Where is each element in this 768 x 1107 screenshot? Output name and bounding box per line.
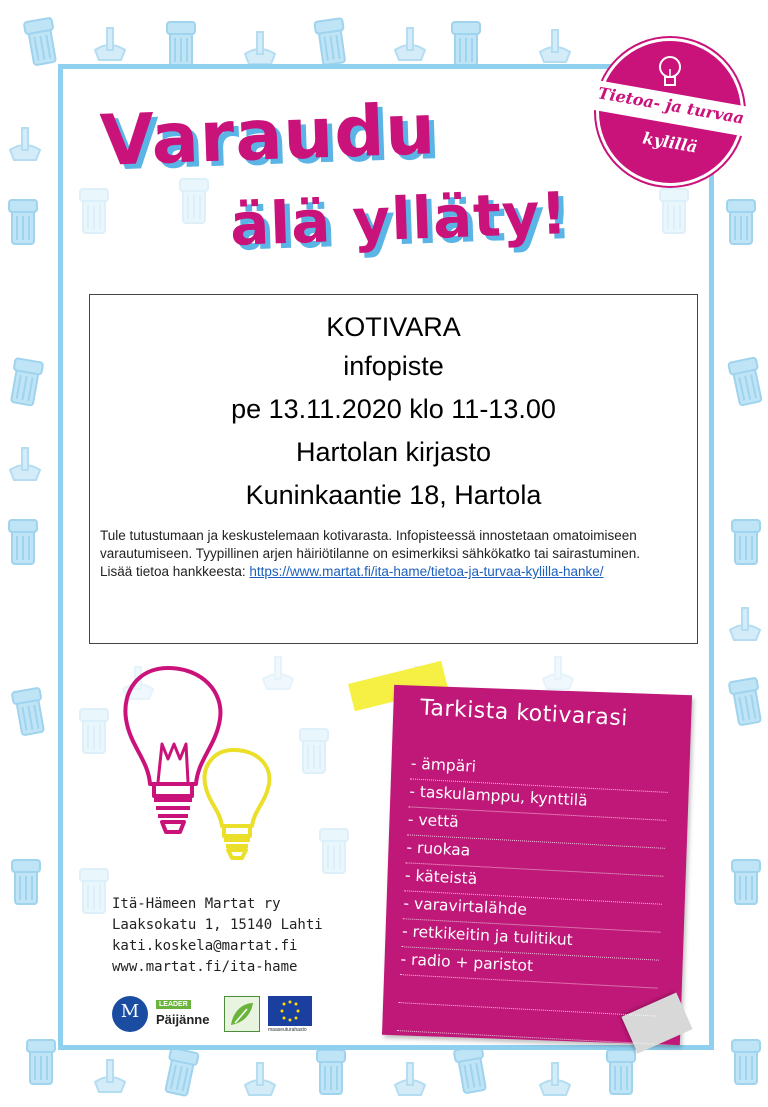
event-venue: Hartolan kirjasto [295, 437, 492, 467]
event-address: Kuninkaantie 18, Hartola [245, 480, 542, 510]
description-text: Tule tutustumaan ja keskustelemaan kotivarasta. Infopisteessä innostetaan omatoimiseen varautumiseen. Tyypillinen arjen häiriötilanne on esimerkiksi sähkökatko tai sairastuminen. [100, 528, 641, 561]
event-info-box [89, 294, 698, 644]
eu-flag-logo [268, 996, 312, 1026]
leaf-icon [225, 997, 259, 1031]
eu-fund-caption: maaseuturahasto [268, 1027, 307, 1033]
leader-label: LEADER [156, 1000, 191, 1009]
checklist-item: - vettä [407, 807, 666, 848]
lightbulb-icon [657, 55, 683, 91]
badge-text-line2: kylillä [641, 128, 699, 157]
contact-address: Laaksokatu 1, 15140 Lahti [112, 917, 323, 933]
event-title: KOTIVARA [326, 312, 461, 342]
paijanne-leader-logo [156, 996, 216, 1032]
checklist-items [397, 751, 669, 1044]
more-info-label: Lisää tietoa hankkeesta: [100, 564, 246, 579]
badge-text-line1: Tietoa- ja turvaa [596, 83, 746, 128]
project-link[interactable]: https://www.martat.fi/ita-hame/tietoa-ja-turvaa-kylilla-hanke/ [249, 564, 604, 579]
contact-org: Itä-Hämeen Martat ry [112, 896, 281, 912]
contact-email[interactable]: kati.koskela@martat.fi [112, 938, 298, 954]
checklist-item: - taskulamppu, kynttilä [409, 779, 668, 820]
magenta-lightbulb-icon [125, 668, 220, 832]
event-date-time: pe 13.11.2020 klo 11-13.00 [231, 394, 556, 424]
checklist-title: Tarkista kotivarasi [419, 695, 629, 732]
eu-stars-icon [268, 996, 312, 1026]
event-subtitle: infopiste [343, 351, 444, 381]
event-description [100, 527, 690, 581]
martat-logo: M [112, 996, 148, 1032]
checklist-item: - retkikeitin ja tulitikut [401, 919, 660, 960]
checklist-item: - varavirtalähde [403, 891, 662, 932]
checklist-item: - ämpäri [410, 751, 669, 792]
checklist-item: - käteistä [404, 863, 663, 904]
checklist-item: - ruokaa [406, 835, 665, 876]
contact-website[interactable]: www.martat.fi/ita-hame [112, 959, 298, 975]
project-badge [596, 38, 744, 186]
headline-ala-ylläty: älä ylläty! [228, 179, 570, 259]
leader-emblem-logo [224, 996, 260, 1032]
headline-varaudu: Varaudu [98, 88, 438, 182]
yellow-lightbulb-icon [205, 750, 270, 858]
lightbulbs-illustration [118, 664, 288, 884]
checklist-item: - radio + paristot [400, 947, 659, 988]
contact-block [112, 894, 323, 978]
paijanne-label: Päijänne [156, 1012, 210, 1027]
